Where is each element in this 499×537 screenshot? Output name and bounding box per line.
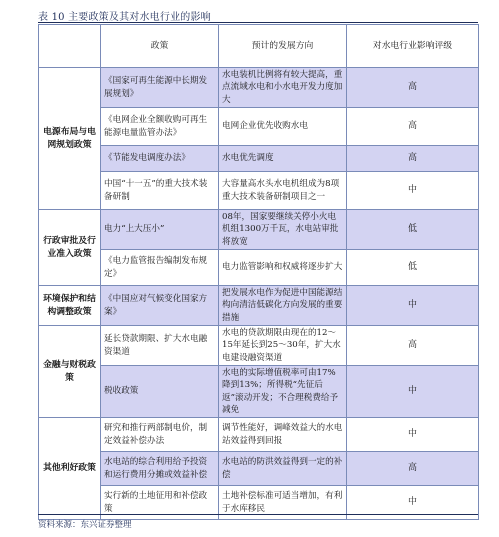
- policy-cell: 延长贷款期限、扩大水电融资渠道: [101, 326, 219, 366]
- policy-impact-table: [38, 24, 479, 520]
- rating-cell: 低: [347, 210, 479, 250]
- trend-cell: 大容量高水头水电机组成为8项重大技术装备研制项目之一: [219, 172, 347, 210]
- policy-cell: 中国“十一五”的重大技术装备研制: [101, 172, 219, 210]
- rating-cell: 高: [347, 108, 479, 146]
- rating-cell: 中: [347, 172, 479, 210]
- policy-cell: 《电网企业全额收购可再生能源电量监管办法》: [101, 108, 219, 146]
- rating-cell: 中: [347, 486, 479, 520]
- policy-cell: 《电力监管报告编制发布规定》: [101, 250, 219, 286]
- rating-cell: 低: [347, 250, 479, 286]
- trend-cell: 08年，国家要继续关停小火电机组1300万千瓦，水电站审批将放宽: [219, 210, 347, 250]
- table-caption: 表 10 主要政策及其对水电行业的影响: [38, 12, 211, 23]
- rating-cell: 高: [347, 326, 479, 366]
- policy-cell: 《国家可再生能源中长期发展规划》: [101, 68, 219, 108]
- source-note: 资料来源：东兴证券整理: [38, 514, 478, 530]
- rating-cell: 高: [347, 146, 479, 172]
- table-row: [39, 418, 479, 452]
- table-row: [39, 172, 479, 210]
- rating-cell: 中: [347, 418, 479, 452]
- rating-cell: 中: [347, 366, 479, 418]
- policy-cell: 电力“上大压小”: [101, 210, 219, 250]
- trend-cell: 把发展水电作为促进中国能源结构向清洁低碳化方向发展的重要措施: [219, 286, 347, 326]
- policy-cell: 税收政策: [101, 366, 219, 418]
- trend-cell: 水电站的防洪效益得到一定的补偿: [219, 452, 347, 486]
- trend-cell: 电网企业优先收购水电: [219, 108, 347, 146]
- table-row: [39, 250, 479, 286]
- header-category: [39, 25, 101, 68]
- category-cell: 电源布局与电网规划政策: [39, 68, 101, 210]
- policy-cell: 实行新的土地征用和补偿政策: [101, 486, 219, 520]
- table-row: [39, 108, 479, 146]
- trend-cell: 水电装机比例将有较大提高，重点流域水电和小水电开发力度加大: [219, 68, 347, 108]
- rating-cell: 高: [347, 452, 479, 486]
- table-row: [39, 326, 479, 366]
- table-row: [39, 146, 479, 172]
- table-header-row: [39, 25, 479, 68]
- policy-cell: 研究和推行两部制电价，制定效益补偿办法: [101, 418, 219, 452]
- table-row: [39, 68, 479, 108]
- policy-cell: 《节能发电调度办法》: [101, 146, 219, 172]
- table-row: [39, 286, 479, 326]
- rating-cell: 中: [347, 286, 479, 326]
- header-policy: 政策: [101, 25, 219, 68]
- rating-cell: 高: [347, 68, 479, 108]
- header-rating: 对水电行业影响评级: [347, 25, 479, 68]
- table-row: [39, 452, 479, 486]
- category-cell: 环境保护和结构调整政策: [39, 286, 101, 326]
- category-cell: 行政审批及行业准入政策: [39, 210, 101, 286]
- trend-cell: 土地补偿标准可适当增加，有利于水库移民: [219, 486, 347, 520]
- header-trend: 预计的发展方向: [219, 25, 347, 68]
- caption-divider: [38, 22, 478, 23]
- trend-cell: 水电的实际增值税率可由17%降到13%；所得税“先征后返”滚动开发；不合理税费给予减免: [219, 366, 347, 418]
- trend-cell: 电力监管影响和权威将逐步扩大: [219, 250, 347, 286]
- category-cell: 金融与财税政策: [39, 326, 101, 418]
- trend-cell: 调节性能好，调峰效益大的水电站效益得到回报: [219, 418, 347, 452]
- policy-cell: 水电站的综合利用给予投资和运行费用分摊或效益补偿: [101, 452, 219, 486]
- table-row: [39, 210, 479, 250]
- trend-cell: 水电的贷款期限由现在的12～15年延长到25～30年，扩大水电建设融资渠道: [219, 326, 347, 366]
- table-row: [39, 366, 479, 418]
- trend-cell: 水电优先调度: [219, 146, 347, 172]
- category-cell: 其他利好政策: [39, 418, 101, 520]
- policy-cell: 《中国应对气候变化国家方案》: [101, 286, 219, 326]
